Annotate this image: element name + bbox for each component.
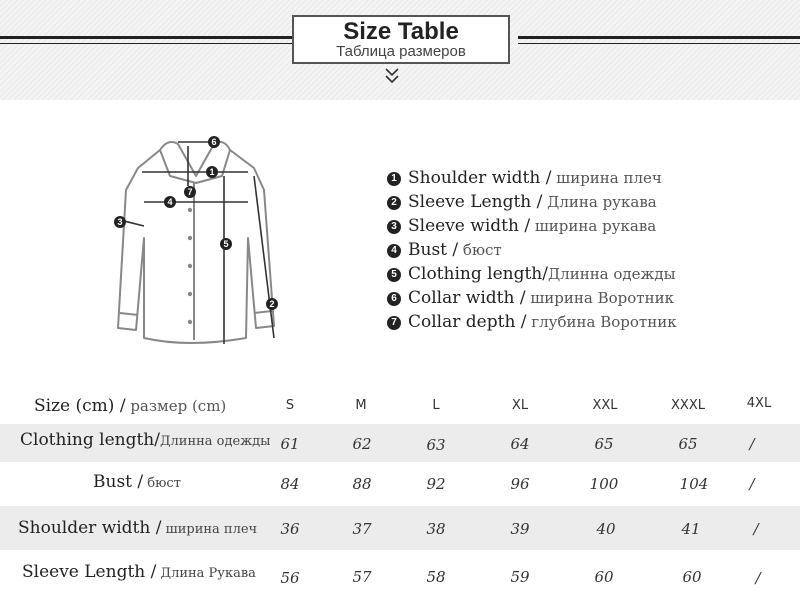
column-header-xxl: XXL (592, 398, 618, 413)
table-cell: 61 (280, 435, 300, 453)
row-label-en: Sleeve Length / (22, 562, 157, 582)
legend-label-en: Collar width / (408, 288, 526, 308)
row-label-en: Clothing length/ (20, 430, 160, 450)
table-cell: 60 (594, 568, 614, 586)
table-cell: 62 (352, 435, 372, 453)
header-rule-left (0, 36, 292, 46)
table-cell: 64 (510, 435, 530, 453)
row-label (93, 472, 181, 492)
table-cell: 92 (426, 475, 446, 493)
header-label-en: Size (cm) / (34, 396, 126, 416)
svg-text:1: 1 (209, 167, 215, 178)
table-cell: 39 (510, 520, 530, 538)
row-label-en: Shoulder width / (18, 518, 162, 538)
chevron-down-icon (384, 66, 400, 86)
number-badge: 4 (387, 244, 401, 258)
row-label-ru: ширина плеч (161, 522, 258, 537)
collar-outline (160, 142, 230, 183)
table-cell: 40 (596, 520, 616, 538)
legend-item (387, 190, 657, 214)
legend-label-ru: ширина Воротник (525, 289, 674, 307)
number-badge: 6 (387, 292, 401, 306)
table-cell: / (749, 475, 755, 493)
column-header-s: S (285, 398, 295, 413)
table-cell: 58 (426, 568, 446, 586)
svg-text:4: 4 (167, 197, 173, 208)
legend-label-ru: глубина Воротник (526, 313, 677, 331)
legend-label-en: Collar depth / (408, 312, 527, 332)
page-subtitle: Таблица размеров (336, 43, 466, 60)
legend-label-ru: Длина рукава (542, 193, 657, 211)
svg-text:2: 2 (269, 299, 275, 310)
legend-label-ru: ширина плеч (551, 169, 662, 187)
column-header-m: M (355, 398, 367, 413)
table-cell: / (755, 569, 761, 587)
table-cell: 84 (280, 475, 300, 493)
table-cell: 63 (426, 436, 446, 454)
row-label-ru: Длина Рукава (156, 566, 256, 581)
number-badge: 7 (387, 316, 401, 330)
shirt-diagram (108, 128, 288, 353)
row-label-ru: Длинна одежды (159, 434, 271, 449)
legend-label-en: Sleeve Length / (408, 192, 543, 212)
number-badge: 5 (387, 268, 401, 282)
legend-item (387, 214, 656, 238)
table-cell: / (749, 435, 755, 453)
svg-text:5: 5 (223, 239, 229, 250)
legend-item (387, 286, 674, 310)
legend-label-en: Shoulder width / (408, 168, 552, 188)
column-header-4xl: 4XL (746, 396, 772, 411)
table-cell: 88 (352, 475, 372, 493)
page-title: Size Table (343, 18, 459, 45)
table-cell: 37 (352, 520, 372, 538)
legend-item (387, 238, 502, 262)
table-cell: 57 (352, 568, 372, 586)
row-label-ru: бюст (143, 476, 181, 491)
row-label-en: Bust / (93, 472, 144, 492)
shirt-buttons (188, 208, 192, 324)
table-cell: 104 (679, 475, 709, 493)
legend-label-en: Clothing length/ (408, 264, 548, 284)
table-cell: 65 (594, 435, 614, 453)
column-header-l: L (432, 398, 440, 413)
column-header-xxxl: XXXL (671, 398, 705, 413)
legend-label-ru: бюст (458, 241, 502, 259)
table-cell: / (753, 520, 759, 538)
svg-text:3: 3 (117, 217, 123, 228)
table-cell: 65 (678, 435, 698, 453)
table-cell: 59 (510, 568, 530, 586)
number-badge: 3 (387, 220, 401, 234)
table-cell: 60 (682, 568, 702, 586)
table-cell: 56 (280, 569, 300, 587)
legend-label-ru: ширина рукава (530, 217, 657, 235)
title-box (292, 15, 510, 64)
svg-text:6: 6 (211, 137, 217, 148)
svg-text:7: 7 (187, 187, 193, 198)
legend-label-ru: Длинна одежды (547, 265, 676, 283)
header-rule-right (518, 36, 800, 46)
legend-item (387, 166, 662, 190)
header-label-ru: размер (cm) (125, 397, 227, 415)
shirt-outline (118, 150, 274, 343)
table-cell: 100 (589, 475, 619, 493)
legend-label-en: Bust / (408, 240, 459, 260)
row-label (20, 430, 271, 450)
table-cell: 36 (280, 520, 300, 538)
table-cell: 96 (510, 475, 530, 493)
legend-item (387, 310, 677, 334)
row-label (18, 518, 257, 538)
legend-label-en: Sleeve width / (408, 216, 531, 236)
number-badge: 1 (387, 172, 401, 186)
table-cell: 41 (681, 520, 701, 538)
number-badge: 2 (387, 196, 401, 210)
column-header-xl: XL (511, 398, 529, 413)
row-label (22, 562, 256, 582)
legend-item (387, 262, 676, 286)
table-cell: 38 (426, 520, 446, 538)
table-header-label (34, 396, 226, 416)
